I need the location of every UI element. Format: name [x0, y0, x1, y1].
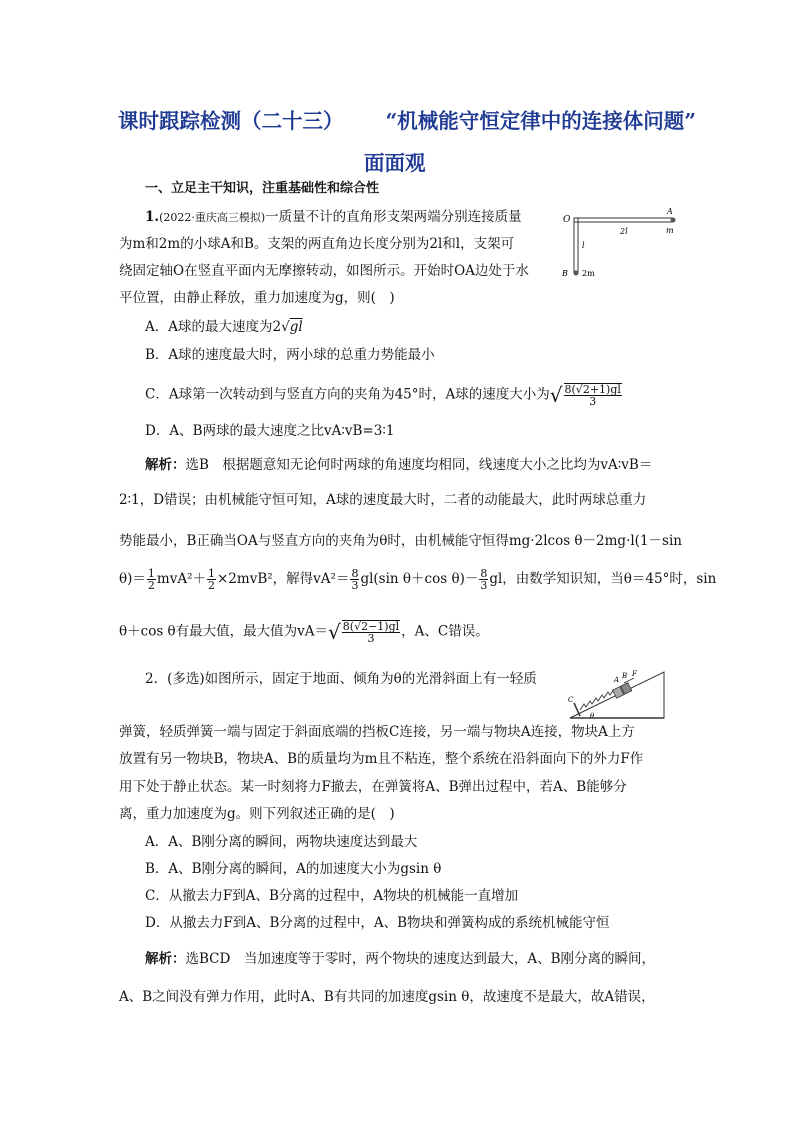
q1-source: (2022·重庆高三模拟)	[159, 211, 266, 224]
sol1-5a: θ＋cos θ有最大值，最大值为vA＝	[119, 623, 329, 640]
q2-incline-figure	[560, 666, 672, 722]
sol1-line1	[145, 456, 652, 474]
q1-option-a-radicand: gl	[289, 319, 303, 335]
label-2m: 2m	[582, 269, 595, 278]
sqrt-sign: √	[281, 319, 290, 335]
q1-option-c-fraction	[564, 383, 622, 407]
numerator: 8	[351, 567, 359, 580]
label-b: B	[562, 269, 568, 278]
numerator: 1	[147, 567, 155, 580]
label-2l: 2l	[620, 227, 628, 236]
numerator: 8	[480, 567, 488, 580]
q2-option-d: D．从撤去力F到A、B分离的过程中，A、B物块和弹簧构成的系统机械能守恒	[145, 915, 610, 931]
q2-line4: 用下处于静止状态。某一时刻将力F撤去，在弹簧将A、B弹出过程中，若A、B能够分	[119, 779, 627, 795]
q1-bracket-figure	[560, 206, 680, 280]
label-c: C	[568, 696, 574, 704]
q2-option-c: C．从撤去力F到A、B分离的过程中，A物块的机械能一直增加	[145, 888, 519, 904]
sol1-text1: 选B 根据题意知无论何时两球的角速度均相同，线速度大小之比均为vA∶vB＝	[185, 457, 653, 473]
q1-line2: 为m和2m的小球A和B。支架的两直角边长度分别为2l和l，支架可	[119, 236, 515, 252]
label-m: m	[666, 226, 674, 235]
q1-option-b: B．A球的速度最大时，两小球的总重力势能最小	[145, 347, 435, 363]
label-theta: θ	[590, 712, 595, 720]
q2-option-b: B．A、B刚分离的瞬间，A的加速度大小为gsin θ	[145, 861, 442, 877]
title-part2: “机械能守恒定律中的连接体问题”	[385, 109, 697, 133]
sqrt-sign: √	[549, 383, 563, 407]
denominator: 3	[367, 632, 375, 645]
q1-option-a	[145, 318, 303, 336]
label-l: l	[582, 241, 585, 250]
denominator: 2	[147, 579, 155, 592]
ball-a	[671, 218, 676, 223]
frac-eight-third-1	[350, 568, 359, 591]
denominator: 3	[589, 395, 597, 408]
section-heading: 一、立足主干知识，注重基础性和综合性	[145, 181, 380, 196]
q1-line1	[145, 208, 522, 227]
q1-line4: 平位置，由静止释放，重力加速度为g，则( )	[119, 290, 395, 306]
frac-half-1	[147, 568, 156, 591]
label-a: A	[667, 207, 673, 216]
ball-b	[574, 271, 579, 276]
q1-option-c-text: C．A球第一次转动到与竖直方向的夹角为45°时，A球的速度大小为	[145, 386, 550, 403]
label-b: B	[622, 672, 628, 680]
sol1-fraction	[342, 620, 400, 644]
label-f: F	[632, 670, 637, 678]
q1-option-a-text: A．A球的最大速度为2	[145, 319, 282, 335]
sol2-line1	[145, 950, 655, 968]
q1-number: 1.	[145, 209, 160, 225]
sol1-4a: θ)＝	[119, 571, 146, 587]
sqrt-sign: √	[328, 620, 341, 644]
sol1-5b: ，A、C错误。	[401, 623, 489, 640]
sol1-4c: ×2mvB²，解得vA²＝	[217, 571, 350, 587]
label-a: A	[614, 676, 620, 684]
sol1-4b: mvA²＋	[156, 571, 206, 587]
denominator: 3	[351, 579, 359, 592]
sol1-line3: 势能最小，B正确当OA与竖直方向的夹角为θ时，由机械能守恒得mg·2lcos θ－2mg·l(1－sin	[119, 533, 682, 549]
q2-line1: 2．(多选)如图所示，固定于地面、倾角为θ的光滑斜面上有一轻质	[145, 671, 537, 687]
q2-line2: 弹簧，轻质弹簧一端与固定于斜面底端的挡板C连接，另一端与物块A连接，物块A上方	[119, 724, 635, 740]
numerator: 8(√2−1)gl	[342, 620, 400, 633]
solution-label: 解析：	[145, 457, 186, 473]
frac-half-2	[207, 568, 216, 591]
label-o: O	[563, 215, 571, 225]
q1-line3: 绕固定轴O在竖直平面内无摩擦转动，如图所示。开始时OA边处于水	[119, 263, 529, 279]
q1-text1: 一质量不计的直角形支架两端分别连接质量	[265, 209, 522, 225]
q2-option-a: A．A、B刚分离的瞬间，两物块速度达到最大	[145, 834, 418, 850]
title-part1: 课时跟踪检测（二十三）	[118, 109, 344, 133]
numerator: 8(√2+1)gl	[564, 383, 621, 396]
page-subtitle: 面面观	[364, 151, 426, 175]
sol1-4e: gl，由数学知识知，当θ＝45°时，sin	[489, 571, 717, 587]
q2-line3: 放置有另一物块B，物块A、B的质量均为m且不粘连，整个系统在沿斜面向下的外力F作	[119, 751, 644, 767]
page-title	[118, 104, 696, 134]
sol1-line2: 2∶1，D错误；由机械能守恒可知，A球的速度最大时，二者的动能最大，此时两球总重力	[119, 492, 647, 508]
frac-eight-third-2	[479, 568, 488, 591]
q1-option-c	[145, 383, 623, 407]
solution-label: 解析：	[145, 951, 186, 967]
sol2-text1: 选BCD 当加速度等于零时，两个物块的速度达到最大，A、B刚分离的瞬间，	[185, 951, 655, 967]
q1-option-d: D．A、B两球的最大速度之比vA∶vB=3∶1	[145, 423, 395, 439]
sol1-4d: gl(sin θ＋cos θ)－	[360, 571, 479, 587]
sol1-line4	[119, 568, 716, 591]
sol1-line5	[119, 620, 489, 644]
numerator: 1	[208, 567, 215, 580]
sol2-line2: A、B之间没有弹力作用，此时A、B有共同的加速度gsin θ，故速度不是最大，故A错误，	[119, 989, 655, 1005]
q2-line5: 离，重力加速度为g。则下列叙述正确的是( )	[119, 806, 395, 822]
denominator: 3	[480, 579, 488, 592]
denominator: 2	[208, 579, 215, 592]
